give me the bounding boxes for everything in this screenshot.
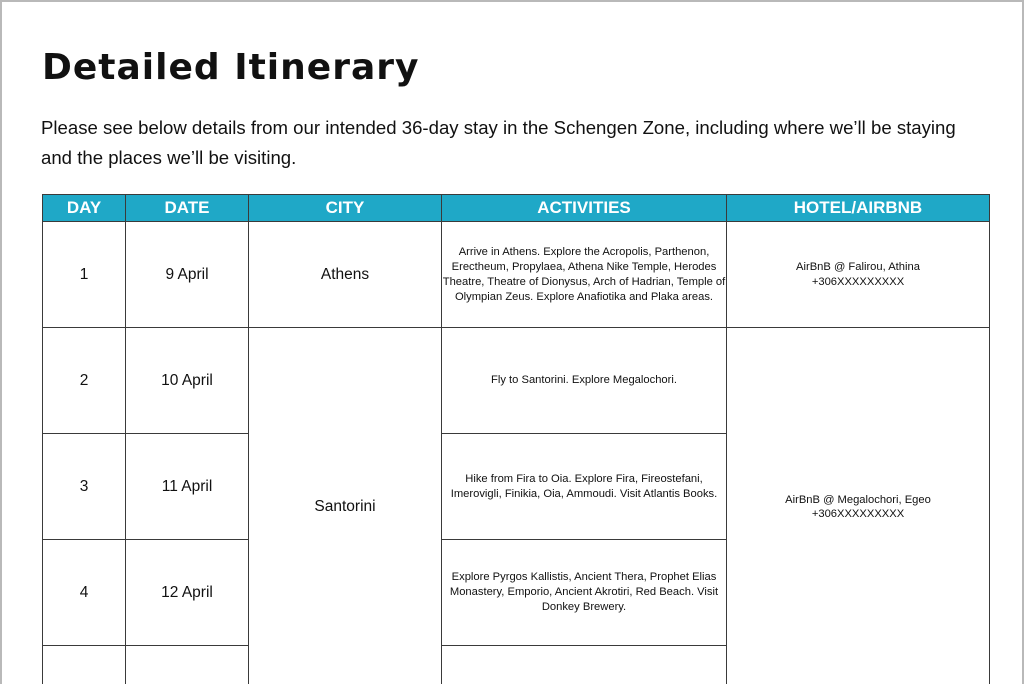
header-day: DAY xyxy=(43,195,126,222)
intro-paragraph: Please see below details from our intended 36-day stay in the Schengen Zone, including where we’ll be staying and the places we’ll be visiting. xyxy=(41,117,956,168)
activities-cell: Explore Pyrgos Kallistis, Ancient Thera, Prophet Elias Monastery, Emporio, Ancient Akrotiri, Red Beach. Visit Donkey Brewery. xyxy=(442,540,727,646)
hotel-name: AirBnB @ Falirou, Athina xyxy=(796,261,920,273)
activities-cell: Hike from Fira to Oia. Explore Fira, Fireostefani, Imerovigli, Finikia, Oia, Ammoudi. Visit Atlantis Books. xyxy=(442,434,727,540)
table-header-row xyxy=(43,195,990,222)
activities-cell: Fly to Santorini. Explore Megalochori. xyxy=(442,328,727,434)
header-activities: ACTIVITIES xyxy=(442,195,727,222)
itinerary-table xyxy=(42,194,990,684)
header-hotel: HOTEL/AIRBNB xyxy=(727,195,990,222)
day-cell: 2 xyxy=(43,328,126,434)
city-cell: Santorini xyxy=(249,328,442,684)
hotel-cell xyxy=(727,222,990,328)
page-title: Detailed Itinerary xyxy=(42,47,420,88)
activities-cell: Arrive in Athens. Explore the Acropolis, Parthenon, Erectheum, Propylaea, Athena Nike Temple, Herodes Theatre, Theatre of Dionysus, Arch of Hadrian, Temple of Olympian Zeus. Explore Anafiotika and Plaka areas. xyxy=(442,222,727,328)
date-cell: 10 April xyxy=(126,328,249,434)
city-cell: Athens xyxy=(249,222,442,328)
hotel-phone: +306XXXXXXXXX xyxy=(811,275,905,288)
hotel-cell xyxy=(727,328,990,684)
day-cell: 3 xyxy=(43,434,126,540)
date-cell: 9 April xyxy=(126,222,249,328)
date-cell: 12 April xyxy=(126,540,249,646)
header-date: DATE xyxy=(126,195,249,222)
table-row xyxy=(43,328,990,434)
activities-cell xyxy=(442,646,727,684)
header-city: CITY xyxy=(249,195,442,222)
date-cell: 11 April xyxy=(126,434,249,540)
day-cell: 1 xyxy=(43,222,126,328)
day-cell: 4 xyxy=(43,540,126,646)
day-cell xyxy=(43,646,126,684)
table-row xyxy=(43,222,990,328)
hotel-name: AirBnB @ Megalochori, Egeo xyxy=(785,493,931,506)
hotel-phone: +306XXXXXXXXX xyxy=(811,508,905,520)
date-cell xyxy=(126,646,249,684)
